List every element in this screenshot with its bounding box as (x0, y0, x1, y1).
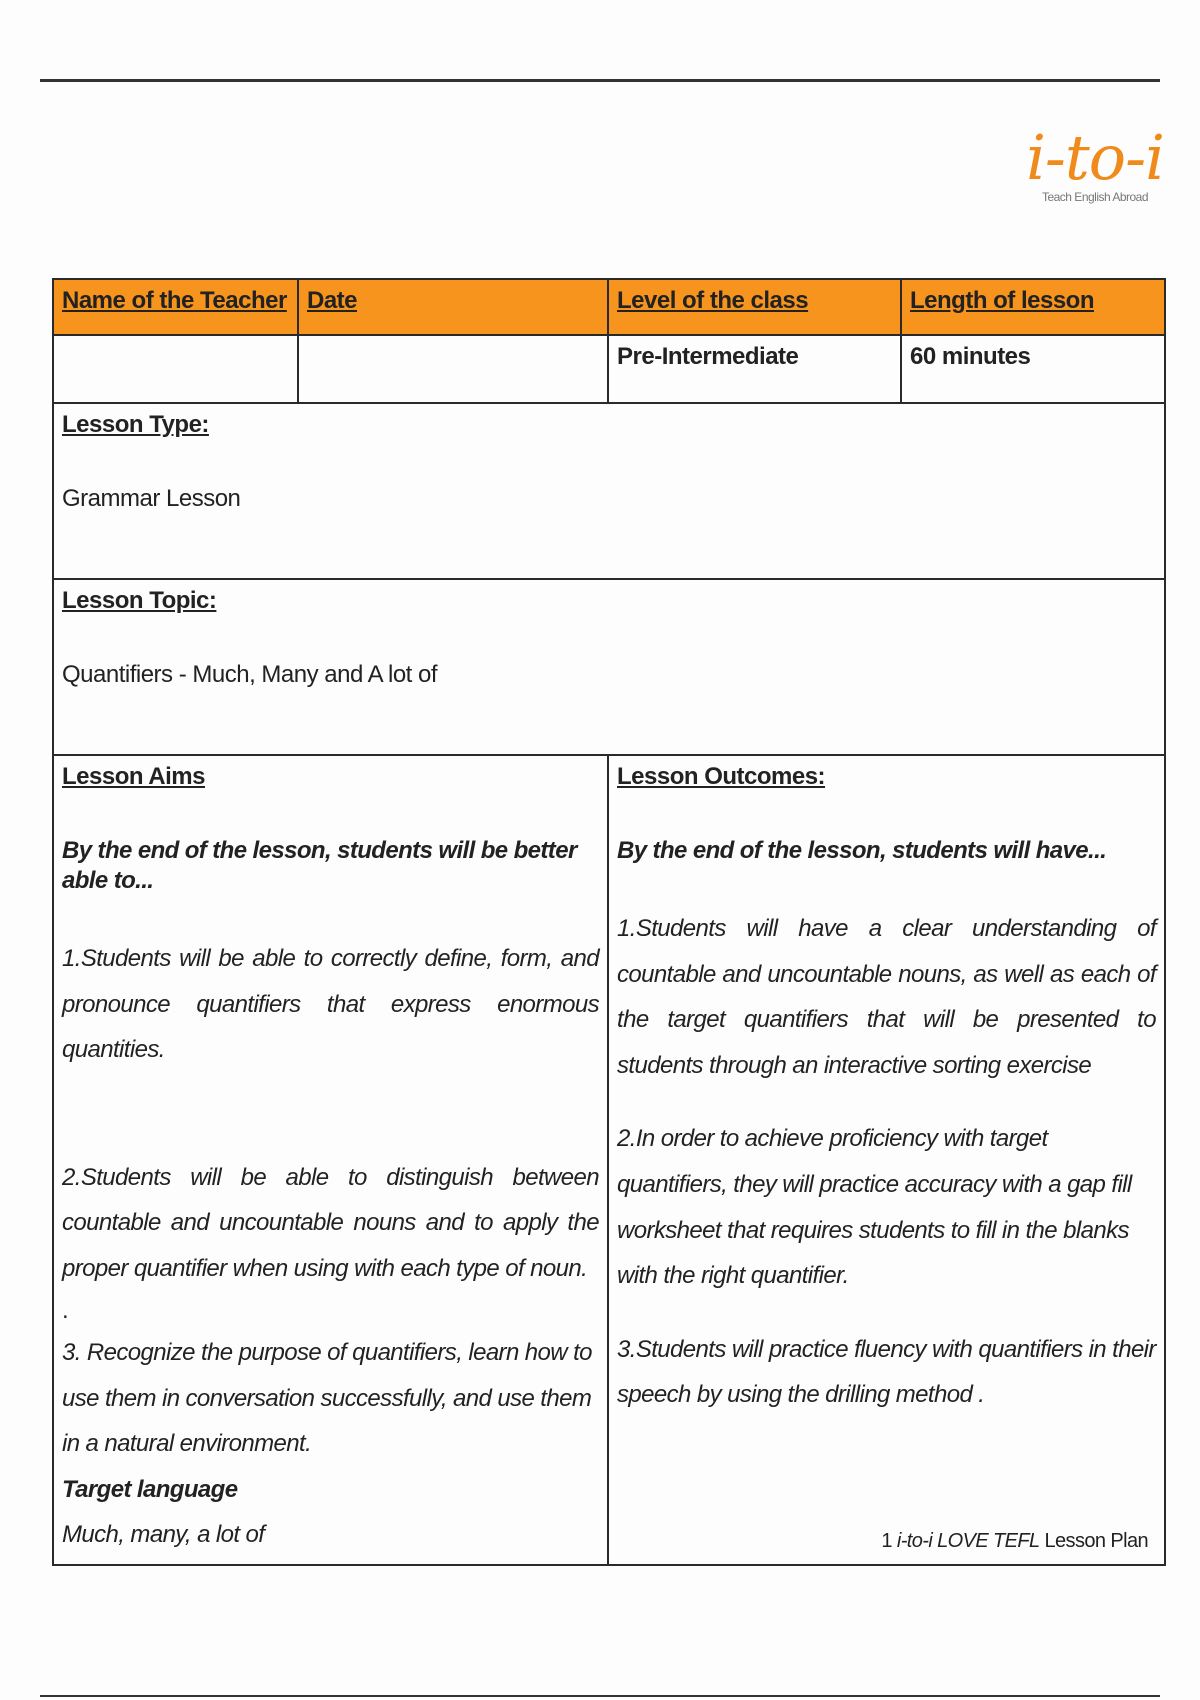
page-number: 1 (881, 1530, 892, 1552)
lesson-type-value: Grammar Lesson (62, 485, 241, 512)
lesson-topic-value: Quantifiers - Much, Many and A lot of (62, 661, 438, 688)
teacher-label: Name of the Teacher (62, 287, 287, 314)
values-row (53, 335, 1165, 403)
length-value: 60 minutes (910, 343, 1031, 370)
footer-suffix: Lesson Plan (1044, 1530, 1148, 1552)
length-header-cell (901, 279, 1165, 335)
top-rule (40, 79, 1160, 82)
lesson-aims-label: Lesson Aims (62, 763, 205, 790)
level-label: Level of the class (617, 287, 809, 314)
length-label: Length of lesson (910, 287, 1094, 314)
lesson-topic-row (53, 579, 1165, 755)
aim-item: 1.Students will be able to correctly define, form, and pronounce quantifiers that express enormous quantities. (62, 945, 599, 1064)
outcome-item: 2.In order to achieve proficiency with target quantifiers, they will practice accuracy with a gap fill worksheet that requires students to fill in the blanks with the right quantifier. (617, 1125, 1132, 1290)
bottom-rule (40, 1695, 1160, 1697)
level-value: Pre-Intermediate (617, 343, 799, 370)
itoi-logo (1025, 118, 1165, 228)
lesson-plan-table (52, 278, 1166, 1566)
aim-item: 2.Students will be able to distinguish between countable and uncountable nouns and to apply the proper quantifier when using with each type of noun. (62, 1163, 599, 1282)
logo-tagline: Teach English Abroad (1041, 190, 1149, 204)
lesson-type-label: Lesson Type: (62, 411, 209, 438)
outcome-item: 3.Students will practice fluency with quantifiers in their speech by using the drilling method . (617, 1335, 1156, 1409)
target-language-label: Target language (62, 1475, 238, 1503)
date-header-cell (298, 279, 608, 335)
date-label: Date (307, 287, 358, 314)
aims-outcomes-row (53, 755, 1165, 1565)
lesson-outcomes-cell[interactable] (608, 755, 1165, 1565)
lesson-aims-cell[interactable] (53, 755, 608, 1565)
page-footer (881, 1530, 1148, 1553)
footer-brand: i-to-i LOVE TEFL (896, 1530, 1040, 1552)
teacher-value-cell[interactable] (53, 335, 298, 403)
date-value-cell[interactable] (298, 335, 608, 403)
level-header-cell (608, 279, 901, 335)
lesson-outcomes-label: Lesson Outcomes: (617, 763, 826, 790)
level-value-cell[interactable] (608, 335, 901, 403)
aim-separator-dot: . (62, 1296, 69, 1324)
lesson-topic-label: Lesson Topic: (62, 587, 217, 614)
lesson-outcomes-intro: By the end of the lesson, students will have... (617, 837, 1107, 864)
aim-item: 3. Recognize the purpose of quantifiers, learn how to use them in conversation successfully, and use them in a natural environment. (62, 1338, 592, 1458)
target-language-value: Much, many, a lot of (62, 1521, 265, 1549)
outcome-item: 1.Students will have a clear understanding of countable and uncountable nouns, as well as each of the target quantifiers that will be presented to students through an interactive sorting exercise (617, 915, 1156, 1079)
header-row (53, 279, 1165, 335)
teacher-header-cell (53, 279, 298, 335)
lesson-type-cell[interactable] (53, 403, 1165, 579)
lesson-topic-cell[interactable] (53, 579, 1165, 755)
logo-mark: i-to-i (1026, 121, 1164, 194)
lesson-type-row (53, 403, 1165, 579)
length-value-cell[interactable] (901, 335, 1165, 403)
lesson-aims-intro: By the end of the lesson, students will be better able to... (62, 837, 577, 894)
